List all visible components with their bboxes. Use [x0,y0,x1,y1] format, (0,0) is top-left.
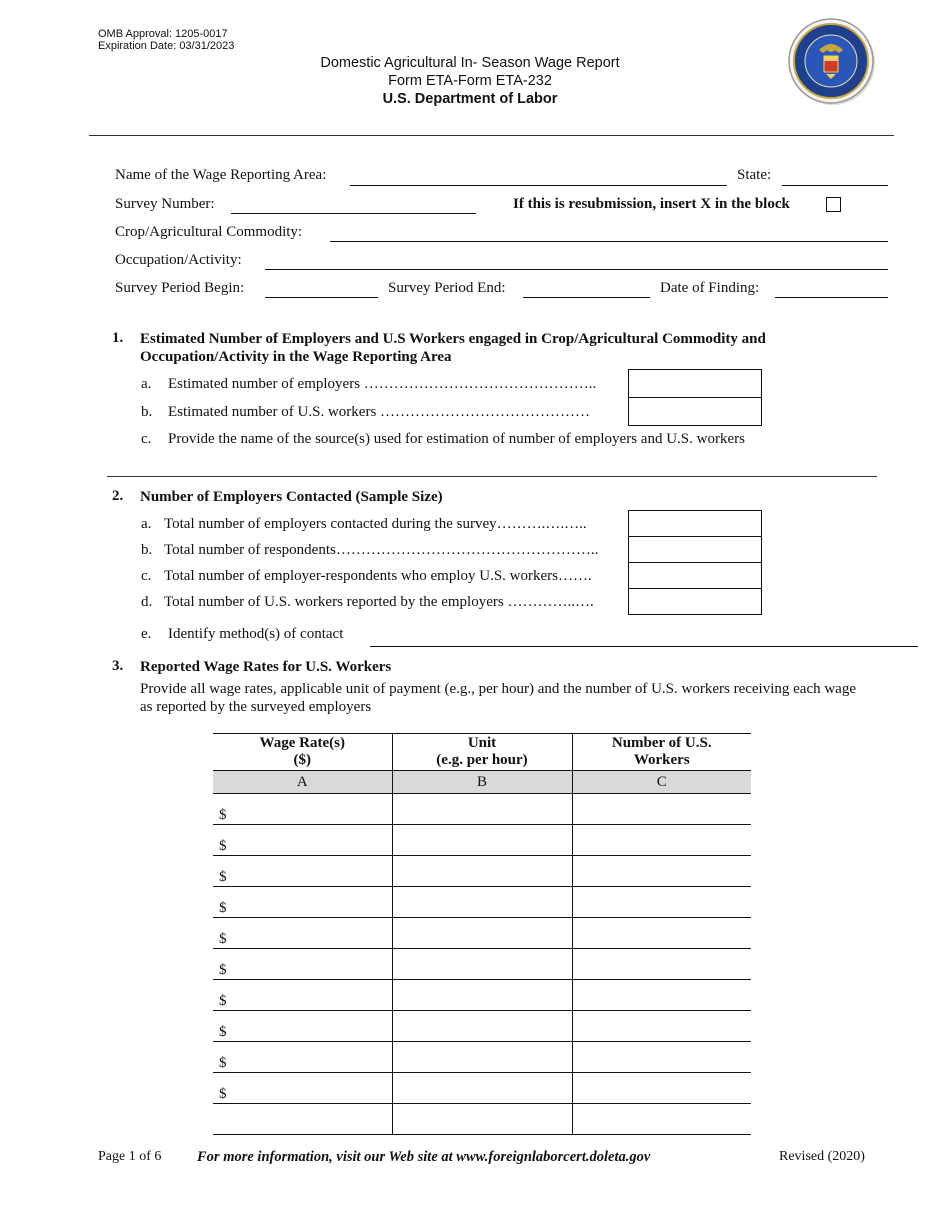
header-unit-line2: (e.g. per hour) [436,752,528,768]
wage-rate-cell[interactable]: $ [213,918,392,949]
workers-cell[interactable] [572,1104,751,1135]
header-wage-rate-line1: Wage Rate(s) [259,735,345,751]
s1-item-b-letter: b. [141,404,153,420]
revised-date: Revised (2020) [779,1149,865,1164]
s1-item-b-text: Estimated number of U.S. workers …………………………………… [168,404,591,420]
resubmission-label: If this is resubmission, insert X in the block [513,196,790,212]
workers-reported-box[interactable] [628,588,762,615]
column-letter-b: B [392,771,572,794]
table-row [213,980,751,1011]
wage-rate-cell[interactable]: $ [213,949,392,980]
wage-rate-cell[interactable] [213,1104,392,1135]
workers-cell[interactable] [572,918,751,949]
dol-seal-icon [786,16,876,106]
table-row [213,856,751,887]
respondents-box[interactable] [628,536,762,564]
period-begin-label: Survey Period Begin: [115,280,245,296]
unit-cell[interactable] [392,856,572,887]
section2-number: 2. [112,488,124,504]
header-unit [392,734,572,771]
table-row [213,918,751,949]
survey-number-label: Survey Number: [115,196,215,212]
s2-item-d-letter: d. [141,594,153,610]
s2-item-e-letter: e. [141,626,152,642]
s1-item-a-letter: a. [141,376,152,392]
s2-item-b-text: Total number of respondents…………………………………………….. [164,542,599,558]
table-row [213,887,751,918]
workers-cell[interactable] [572,980,751,1011]
page-number: Page 1 of 6 [98,1149,162,1164]
commodity-field[interactable] [330,241,888,242]
contact-method-field[interactable] [370,646,918,647]
workers-estimate-box[interactable] [628,397,762,426]
period-begin-field[interactable] [265,297,378,298]
period-end-label: Survey Period End: [388,280,506,296]
section1-title: Estimated Number of Employers and U.S Workers engaged in Crop/Agricultural Commodity and Occupation/Activity in the Wage Reporting Area [140,331,766,365]
workers-cell[interactable] [572,887,751,918]
workers-cell[interactable] [572,825,751,856]
workers-cell[interactable] [572,794,751,825]
omb-approval: OMB Approval: 1205-0017 [98,28,228,40]
s1-item-c-letter: c. [141,431,152,447]
table-row [213,825,751,856]
date-finding-label: Date of Finding: [660,280,760,296]
table-row [213,949,751,980]
omb-info [98,28,234,52]
workers-cell[interactable] [572,1073,751,1104]
table-row [213,1073,751,1104]
expiration-date: Expiration Date: 03/31/2023 [98,40,235,52]
employers-estimate-box[interactable] [628,369,762,399]
s2-item-a-letter: a. [141,516,152,532]
header-number-workers [572,734,751,771]
table-row [213,794,751,825]
header-unit-line1: Unit [467,735,497,751]
s1-item-c-text: Provide the name of the source(s) used for estimation of number of employers and U.S. workers [168,431,745,447]
wage-area-label: Name of the Wage Reporting Area: [115,167,327,183]
employer-respondents-box[interactable] [628,562,762,590]
header-divider [89,135,894,136]
header-workers-line2: Workers [633,752,690,768]
wage-rates-table [213,733,751,1135]
survey-number-field[interactable] [231,213,476,214]
footer-info: For more information, visit our Web site at www.foreignlaborcert.doleta.gov [197,1149,651,1165]
s2-item-d-text: Total number of U.S. workers reported by the employers …………..…. [164,594,594,610]
title-line-2: Form ETA-Form ETA-232 [388,73,552,89]
wage-area-field[interactable] [350,185,727,186]
unit-cell[interactable] [392,887,572,918]
s1-item-a-text: Estimated number of employers ……………………………………….. [168,376,597,392]
resubmission-checkbox[interactable] [826,197,841,212]
column-letter-c: C [572,771,751,794]
wage-rate-cell[interactable]: $ [213,1073,392,1104]
wage-rate-cell[interactable]: $ [213,856,392,887]
section3-number: 3. [112,658,124,674]
employers-contacted-box[interactable] [628,510,762,538]
unit-cell[interactable] [392,1104,572,1135]
section2-title: Number of Employers Contacted (Sample Size) [140,489,443,505]
section1-number: 1. [112,330,124,346]
workers-cell[interactable] [572,949,751,980]
unit-cell[interactable] [392,1073,572,1104]
section3-description: Provide all wage rates, applicable unit of payment (e.g., per hour) and the number of U.S. workers receiving each wage as reported by the surveyed employers [140,681,856,715]
occupation-label: Occupation/Activity: [115,252,242,268]
title-line-1: Domestic Agricultural In- Season Wage Report [320,55,620,71]
s2-item-b-letter: b. [141,542,153,558]
s2-item-c-text: Total number of employer-respondents who employ U.S. workers……. [164,568,592,584]
table-row [213,1042,751,1073]
section3-title: Reported Wage Rates for U.S. Workers [140,659,392,675]
state-field[interactable] [782,185,888,186]
unit-cell[interactable] [392,949,572,980]
workers-cell[interactable] [572,1042,751,1073]
occupation-field[interactable] [265,269,888,270]
unit-cell[interactable] [392,1011,572,1042]
unit-cell[interactable] [392,980,572,1011]
wage-rate-cell[interactable]: $ [213,980,392,1011]
header-wage-rate [213,734,392,771]
workers-cell[interactable] [572,856,751,887]
header-wage-rate-line2: ($) [293,752,311,768]
s2-item-e-text: Identify method(s) of contact [168,626,344,642]
workers-cell[interactable] [572,1011,751,1042]
table-header-row [213,734,751,771]
unit-cell[interactable] [392,825,572,856]
wage-rate-cell[interactable]: $ [213,887,392,918]
s2-item-c-letter: c. [141,568,152,584]
unit-cell[interactable] [392,918,572,949]
unit-cell[interactable] [392,794,572,825]
table-letter-row [213,771,751,794]
table-row [213,1011,751,1042]
period-end-field[interactable] [523,297,650,298]
state-label: State: [737,167,772,183]
date-finding-field[interactable] [775,297,888,298]
wage-rate-cell[interactable]: $ [213,1042,392,1073]
wage-rate-cell[interactable]: $ [213,825,392,856]
header-workers-line1: Number of U.S. [611,735,712,751]
commodity-label: Crop/Agricultural Commodity: [115,224,303,240]
wage-rate-cell[interactable]: $ [213,1011,392,1042]
title-line-3: U.S. Department of Labor [382,91,558,107]
unit-cell[interactable] [392,1042,572,1073]
s2-item-a-text: Total number of employers contacted during the survey……….….….. [164,516,587,532]
wage-rate-cell[interactable]: $ [213,794,392,825]
column-letter-a: A [213,771,392,794]
table-row [213,1104,751,1135]
section1-divider [107,476,877,477]
